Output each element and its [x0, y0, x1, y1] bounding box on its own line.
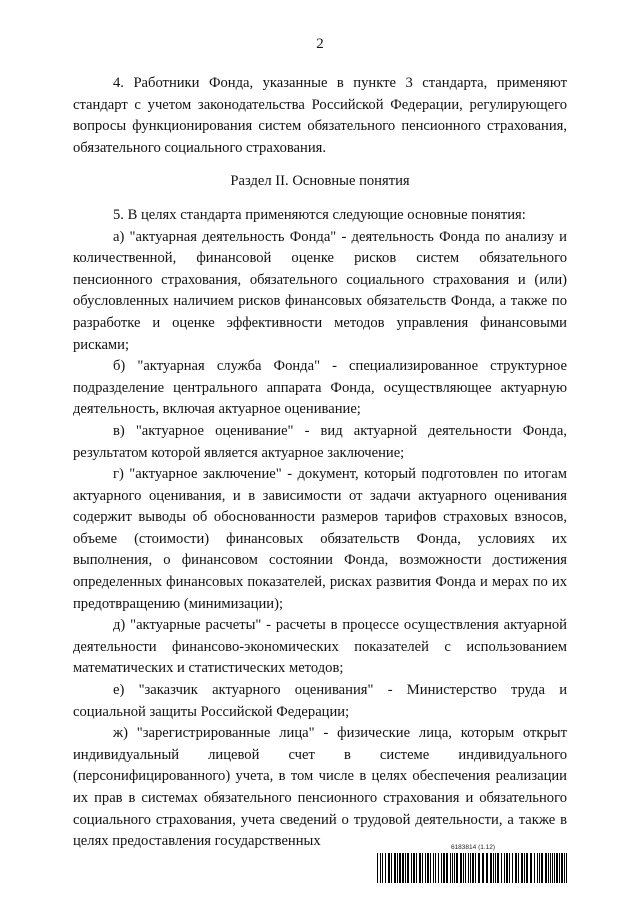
definition-g: г) "актуарное заключение" - документ, который подготовлен по итогам актуарного оценивания, и в зависимости от задачи актуарного оценивания содержит выводы об обоснованности размеров тарифов страховых взносов, объеме (стоимости) финансовых обязательств Фонда, условиях их выполнения, о финансовом состоянии Фонда, возможности достижения определенных финансовых показателей, рисках развития Фонда и мерах по их предотвращению (минимизации);: [73, 466, 567, 612]
definition-d: д) "актуарные расчеты" - расчеты в процессе осуществления актуарной деятельности финансово-экономических показателей с использованием математических и статистических методов;: [73, 617, 567, 677]
definition-b: б) "актуарная служба Фонда" - специализированное структурное подразделение центрального аппарата Фонда, осуществляющее актуарную деятельность, включая актуарное оценивание;: [73, 358, 567, 418]
definition-zh: ж) "зарегистрированные лица" - физические лица, которым открыт индивидуальный лицевой счет в системе индивидуального (персонифицированного) учета, в том числе в целях обеспечения реализации их прав в системах обязательного пенсионного страхования и обязательного социального страхования, учета сведений о трудовой деятельности, а также в целях предоставления государственных: [73, 725, 567, 850]
definition-v: в) "актуарное оценивание" - вид актуарной деятельности Фонда, результатом которой является актуарное заключение;: [73, 422, 567, 461]
paragraph-4: 4. Работники Фонда, указанные в пункте 3 стандарта, применяют стандарт с учетом законодательства Российской Федерации, регулирующего вопросы функционирования систем обязательного пенсионного страхования, обязательного социального страхования.: [73, 75, 567, 156]
barcode-label: 6183814 (1.12): [450, 844, 496, 851]
document-body: [73, 73, 567, 853]
document-barcode: [377, 844, 569, 883]
definition-a: а) "актуарная деятельность Фонда" - деятельность Фонда по анализу и количественной, финансовой оценке рисков систем обязательного пенсионного страхования, обязательного социального страхования и (или) обусловленных наличием рисков финансовых обязательств Фонда, а также по разработке и оценке эффективности методов управления финансовыми рисками;: [73, 228, 567, 353]
definition-e: е) "заказчик актуарного оценивания" - Министерство труда и социальной защиты Российской Федерации;: [73, 682, 567, 720]
page-number: 2: [316, 36, 324, 52]
barcode-icon: [377, 853, 569, 883]
section-heading: Раздел II. Основные понятия: [230, 173, 410, 190]
paragraph-5: 5. В целях стандарта применяются следующие основные понятия:: [113, 206, 526, 223]
